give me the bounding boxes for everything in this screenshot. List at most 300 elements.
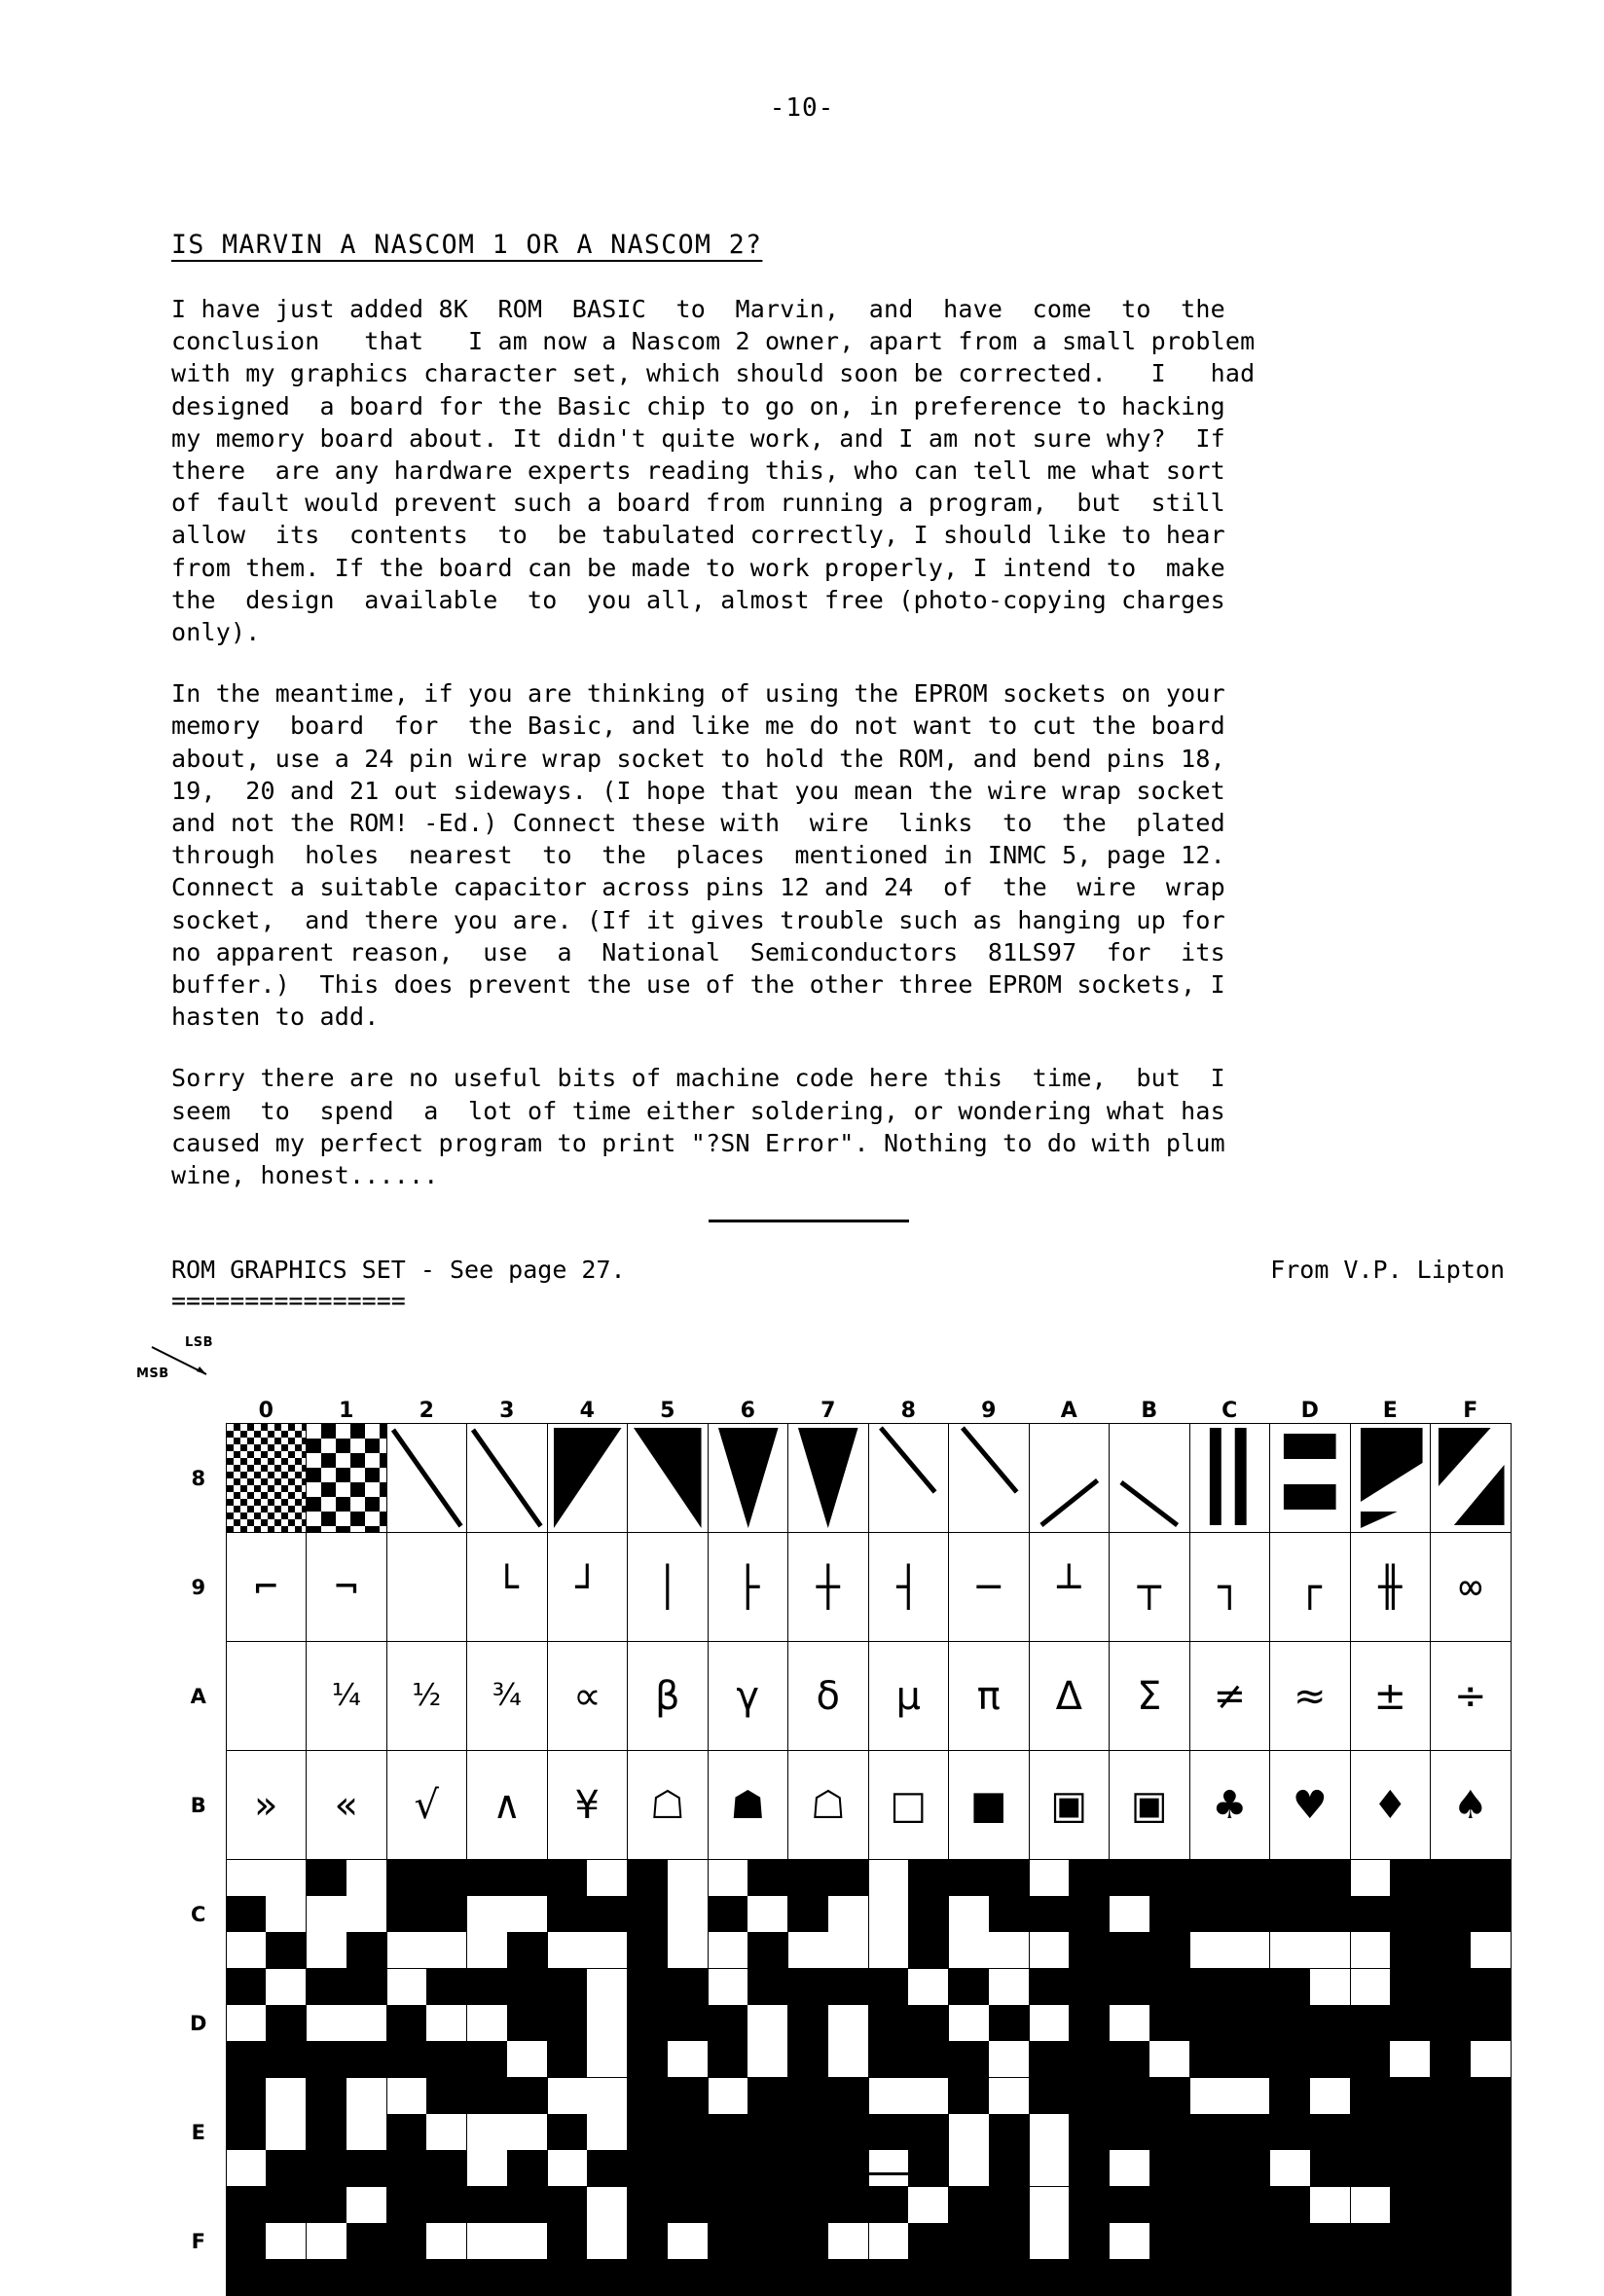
block-graphic [869, 1969, 949, 2077]
text-line: Connect a suitable capacitor across pins 12 and 24 of the wire wrap [171, 873, 1225, 902]
block-pixel [869, 1969, 909, 2005]
block-pixel [1310, 1969, 1350, 2005]
glyph-91: ¬ [334, 1564, 358, 1610]
block-pixel [1471, 2187, 1511, 2223]
block-pixel [1471, 2005, 1511, 2041]
block-pixel [467, 1969, 507, 2005]
block-pixel [908, 2150, 948, 2186]
char-cell-DD [1270, 1969, 1351, 2078]
block-pixel [709, 1860, 748, 1896]
block-pixel [467, 2187, 507, 2223]
dither-pattern [227, 1424, 307, 1532]
block-pixel [307, 2259, 346, 2295]
block-pixel [1431, 2187, 1471, 2223]
block-pixel [1110, 2114, 1149, 2150]
glyph-BB: ▣ [1130, 1782, 1168, 1828]
block-graphic [628, 1860, 708, 1968]
block-graphic [1270, 1860, 1350, 1968]
char-cell-FD [1270, 2187, 1351, 2296]
block-pixel [1069, 1860, 1109, 1896]
block-pixel [788, 1932, 828, 1968]
char-cell-EE [1350, 2078, 1431, 2187]
char-cell-91 [307, 1533, 387, 1642]
block-pixel [1149, 1932, 1189, 1968]
char-cell-D9 [949, 1969, 1030, 2078]
block-pixel [1390, 2187, 1430, 2223]
char-cell-E1 [307, 2078, 387, 2187]
block-pixel [467, 1860, 507, 1896]
char-cell-EF [1431, 2078, 1512, 2187]
block-pixel [668, 1860, 708, 1896]
block-pixel [1310, 2187, 1350, 2223]
block-pixel [1190, 2223, 1230, 2259]
block-graphic [709, 1860, 788, 1968]
block-pixel [387, 2041, 427, 2077]
block-pixel [628, 2187, 668, 2223]
block-pixel [869, 1896, 909, 1932]
block-pixel [1351, 2187, 1391, 2223]
block-pixel [227, 2114, 267, 2150]
char-cell-BA [1029, 1751, 1110, 1860]
char-cell-DE [1350, 1969, 1431, 2078]
column-header-B: B [1141, 1399, 1158, 1423]
block-pixel [387, 2150, 427, 2186]
glyph-AA: Δ [1055, 1673, 1082, 1719]
block-pixel [346, 2223, 386, 2259]
block-graphic [307, 2187, 386, 2295]
block-pixel [1310, 1896, 1350, 1932]
block-pixel [1110, 1896, 1149, 1932]
block-pixel [467, 2005, 507, 2041]
char-cell-E6 [708, 2078, 788, 2187]
character-row-B [171, 1751, 1511, 1860]
block-pixel [628, 2078, 668, 2114]
glyph-BE: ♦ [1372, 1782, 1408, 1828]
block-pixel [1310, 2150, 1350, 2186]
block-pixel [989, 2041, 1029, 2077]
glyph-B1: « [334, 1782, 358, 1828]
block-pixel [1270, 1896, 1310, 1932]
char-cell-FA [1029, 2187, 1110, 2296]
text-line: socket, and there you are. (If it gives trouble such as hanging up for [171, 905, 1225, 934]
block-pixel [387, 2114, 427, 2150]
block-pixel [1030, 2041, 1070, 2077]
block-pixel [1471, 2114, 1511, 2150]
block-pixel [227, 1896, 267, 1932]
block-pixel [548, 2114, 588, 2150]
char-cell-F4 [547, 2187, 628, 2296]
char-cell-9E [1350, 1533, 1431, 1642]
block-pixel [227, 1932, 267, 1968]
block-pixel [869, 1932, 909, 1968]
block-pixel [1310, 2078, 1350, 2114]
glyph-90: ⌐ [254, 1564, 278, 1610]
block-pixel [387, 2005, 427, 2041]
glyph-9F: ∞ [1458, 1564, 1482, 1610]
block-pixel [908, 2078, 948, 2114]
corner-spacer [171, 1386, 226, 1424]
block-pixel [426, 1932, 466, 1968]
block-pixel [266, 2078, 306, 2114]
block-pixel [387, 2223, 427, 2259]
char-cell-A2 [386, 1642, 467, 1751]
block-pixel [1390, 2005, 1430, 2041]
block-pixel [709, 2041, 748, 2077]
block-pixel [908, 1860, 948, 1896]
block-pixel [828, 2041, 868, 2077]
block-pixel [1390, 2223, 1430, 2259]
block-pixel [668, 2223, 708, 2259]
block-pixel [1270, 2259, 1310, 2295]
glyph-B8: □ [890, 1782, 928, 1828]
block-pixel [1270, 2005, 1310, 2041]
char-cell-C6 [708, 1860, 788, 1969]
block-pixel [346, 1969, 386, 2005]
block-pixel [307, 2041, 346, 2077]
block-pixel [1190, 1969, 1230, 2005]
glyph-98: ┤ [896, 1564, 921, 1610]
column-header-6: 6 [740, 1399, 755, 1423]
block-graphic [1110, 1969, 1189, 2077]
axis-diagonal-arrow [150, 1345, 210, 1378]
block-pixel [869, 2114, 909, 2150]
block-pixel [628, 2005, 668, 2041]
block-pixel [828, 2223, 868, 2259]
text-line: about, use a 24 pin wire wrap socket to hold the ROM, and bend pins 18, [171, 744, 1225, 773]
glyph-99: ─ [976, 1564, 1001, 1610]
block-pixel [227, 2150, 267, 2186]
glyph-A4: ∝ [572, 1673, 602, 1719]
block-pixel [1110, 1860, 1149, 1896]
block-graphic [1190, 2078, 1270, 2186]
block-pixel [307, 1969, 346, 2005]
block-pixel [387, 2187, 427, 2223]
block-pixel [989, 2223, 1029, 2259]
block-pixel [709, 2223, 748, 2259]
block-pixel [709, 2187, 748, 2223]
block-pixel [467, 1896, 507, 1932]
block-pixel [1110, 2259, 1149, 2295]
block-pixel [266, 1860, 306, 1896]
block-pixel [587, 1969, 627, 2005]
block-pixel [869, 2223, 909, 2259]
block-pixel [346, 1860, 386, 1896]
block-pixel [1110, 2223, 1149, 2259]
block-pixel [1229, 2041, 1269, 2077]
block-pixel [668, 1969, 708, 2005]
block-pixel [507, 2259, 547, 2295]
block-pixel [1030, 1896, 1070, 1932]
block-pixel [307, 2150, 346, 2186]
block-pixel [989, 1932, 1029, 1968]
block-pixel [467, 1932, 507, 1968]
block-pixel [828, 2005, 868, 2041]
char-cell-E9 [949, 2078, 1030, 2187]
block-pixel [1471, 1969, 1511, 2005]
text-line: caused my perfect program to print "?SN Error". Nothing to do with plum [171, 1128, 1225, 1157]
char-cell-B7 [788, 1751, 869, 1860]
block-pixel [949, 1860, 989, 1896]
block-pixel [1390, 2114, 1430, 2150]
msb-label: MSB [136, 1367, 169, 1381]
char-cell-C0 [226, 1860, 307, 1969]
block-pixel [709, 2078, 748, 2114]
block-pixel [307, 2078, 346, 2114]
lsb-label: LSB [185, 1335, 214, 1350]
column-header-A: A [1060, 1399, 1077, 1423]
block-pixel [1351, 2005, 1391, 2041]
block-pixel [1390, 1860, 1430, 1896]
block-pixel [507, 2150, 547, 2186]
block-pixel [426, 1969, 466, 2005]
glyph-B6: ☗ [730, 1782, 766, 1828]
text-line: memory board for the Basic, and like me do not want to cut the board [171, 711, 1225, 741]
block-pixel [1030, 2078, 1070, 2114]
char-cell-E5 [628, 2078, 709, 2187]
char-cell-D8 [868, 1969, 949, 2078]
glyph-96: ├ [736, 1564, 760, 1610]
block-pixel [828, 1896, 868, 1932]
block-pixel [266, 2187, 306, 2223]
glyph-B0: » [254, 1782, 278, 1828]
block-pixel [548, 2078, 588, 2114]
block-graphic [788, 2187, 868, 2295]
row-header-C: C [191, 1902, 206, 1926]
text-line: seem to spend a lot of time either soldering, or wondering what has [171, 1096, 1225, 1125]
block-pixel [387, 1896, 427, 1932]
row-header-A: A [190, 1684, 206, 1708]
glyph-AF: ÷ [1453, 1673, 1487, 1719]
block-pixel [1471, 1932, 1511, 1968]
text-line: Sorry there are no useful bits of machine code here this time, but I [171, 1064, 1225, 1093]
char-cell-85 [628, 1424, 709, 1533]
block-pixel [266, 2223, 306, 2259]
char-cell-AF [1431, 1642, 1512, 1751]
char-cell-97 [788, 1533, 869, 1642]
char-cell-B2 [386, 1751, 467, 1860]
block-pixel [668, 2259, 708, 2295]
glyph-AC: ≠ [1213, 1673, 1246, 1719]
char-cell-B6 [708, 1751, 788, 1860]
block-pixel [1190, 1860, 1230, 1896]
char-cell-98 [868, 1533, 949, 1642]
glyph-B7: ☖ [810, 1782, 846, 1828]
glyph-BF: ♠ [1452, 1782, 1488, 1828]
block-pixel [1471, 2150, 1511, 2186]
glyph-A3: ¾ [492, 1678, 522, 1713]
block-pixel [668, 2150, 708, 2186]
block-pixel [548, 2259, 588, 2295]
char-cell-D2 [386, 1969, 467, 2078]
block-pixel [869, 2259, 909, 2295]
block-graphic [1270, 2078, 1350, 2186]
character-row-F [171, 2187, 1511, 2296]
block-pixel [387, 1860, 427, 1896]
block-pixel [747, 1896, 787, 1932]
character-row-E [171, 2078, 1511, 2187]
section-divider-bottom [709, 2172, 909, 2175]
block-pixel [788, 1860, 828, 1896]
block-graphic [869, 2187, 949, 2295]
block-pixel [1471, 1896, 1511, 1932]
block-pixel [747, 2150, 787, 2186]
block-pixel [668, 2114, 708, 2150]
block-pixel [747, 1860, 787, 1896]
block-pixel [307, 1932, 346, 1968]
block-pixel [1110, 2005, 1149, 2041]
text-line: only). [171, 618, 261, 647]
block-pixel [266, 1969, 306, 2005]
char-cell-B0 [226, 1751, 307, 1860]
block-pixel [908, 2041, 948, 2077]
text-line: with my graphics character set, which should soon be corrected. I had [171, 359, 1256, 388]
block-pixel [227, 1860, 267, 1896]
char-cell-D7 [788, 1969, 869, 2078]
block-graphic [227, 2187, 307, 2295]
char-cell-CD [1270, 1860, 1351, 1969]
block-graphic [548, 1969, 628, 2077]
block-pixel [507, 1860, 547, 1896]
column-header-3: 3 [499, 1399, 515, 1423]
block-pixel [1069, 2078, 1109, 2114]
block-pixel [467, 2114, 507, 2150]
block-pixel [908, 2114, 948, 2150]
block-graphic [1030, 1969, 1110, 2077]
block-pixel [1030, 2150, 1070, 2186]
glyph-95: │ [655, 1564, 679, 1610]
block-pixel [1229, 2259, 1269, 2295]
block-pixel [869, 2078, 909, 2114]
row-header-B: B [190, 1793, 206, 1817]
block-pixel [1190, 1932, 1230, 1968]
block-pixel [709, 2114, 748, 2150]
block-pixel [1149, 1860, 1189, 1896]
char-cell-DF [1431, 1969, 1512, 2078]
char-cell-9F [1431, 1533, 1512, 1642]
char-cell-C9 [949, 1860, 1030, 1969]
block-pixel [548, 2187, 588, 2223]
character-row-9 [171, 1533, 1511, 1642]
char-cell-F3 [467, 2187, 548, 2296]
block-pixel [426, 2005, 466, 2041]
block-pixel [628, 1896, 668, 1932]
char-cell-F6 [708, 2187, 788, 2296]
block-pixel [307, 1860, 346, 1896]
block-pixel [507, 2223, 547, 2259]
char-cell-A3 [467, 1642, 548, 1751]
glyph-B9: ■ [969, 1782, 1007, 1828]
glyph-97: ┼ [816, 1564, 840, 1610]
column-header-2: 2 [419, 1399, 434, 1423]
block-pixel [1351, 2114, 1391, 2150]
block-graphic [1431, 1860, 1511, 1968]
block-pixel [628, 1969, 668, 2005]
block-pixel [628, 2041, 668, 2077]
block-pixel [1431, 1969, 1471, 2005]
glyph-A9: π [976, 1673, 1001, 1719]
block-pixel [628, 1932, 668, 1968]
char-cell-E8 [868, 2078, 949, 2187]
char-cell-86 [708, 1424, 788, 1533]
table-axis-corner [136, 1335, 1456, 1386]
block-pixel [1190, 2187, 1230, 2223]
block-pixel [1149, 2223, 1189, 2259]
block-pixel [346, 2259, 386, 2295]
text-line: conclusion that I am now a Nascom 2 owner, apart from a small problem [171, 327, 1256, 356]
char-cell-A6 [708, 1642, 788, 1751]
block-pixel [1110, 2078, 1149, 2114]
block-pixel [828, 2259, 868, 2295]
block-pixel [587, 1860, 627, 1896]
block-pixel [1149, 2005, 1189, 2041]
char-cell-BE [1350, 1751, 1431, 1860]
glyph-9D: ┌ [1297, 1564, 1322, 1610]
block-pixel [387, 1969, 427, 2005]
block-graphic [788, 2078, 868, 2186]
block-graphic [1351, 1969, 1431, 2077]
text-line: there are any hardware experts reading this, who can tell me what sort [171, 456, 1225, 486]
block-pixel [1149, 2041, 1189, 2077]
char-cell-8F [1431, 1424, 1512, 1533]
block-pixel [1030, 2223, 1070, 2259]
block-pixel [1069, 1932, 1109, 1968]
column-header-5: 5 [660, 1399, 675, 1423]
character-grid-head [171, 1386, 1511, 1424]
block-pixel [1471, 2259, 1511, 2295]
text-line: through holes nearest to the places mentioned in INMC 5, page 12. [171, 841, 1225, 870]
char-cell-99 [949, 1533, 1030, 1642]
block-pixel [788, 2005, 828, 2041]
char-cell-B3 [467, 1751, 548, 1860]
block-pixel [1149, 2114, 1189, 2150]
block-pixel [1110, 1969, 1149, 2005]
block-pixel [346, 2114, 386, 2150]
block-pixel [426, 2223, 466, 2259]
graphic-glyph [1431, 1424, 1511, 1532]
block-pixel [1471, 2041, 1511, 2077]
block-pixel [828, 1860, 868, 1896]
char-cell-DC [1189, 1969, 1270, 2078]
block-graphic [1190, 2187, 1270, 2295]
block-pixel [1030, 2259, 1070, 2295]
char-cell-E7 [788, 2078, 869, 2187]
graphic-glyph [1190, 1424, 1270, 1532]
block-pixel [548, 1932, 588, 1968]
character-row-A [171, 1642, 1511, 1751]
text-line: In the meantime, if you are thinking of using the EPROM sockets on your [171, 679, 1225, 709]
block-graphic [628, 2187, 708, 2295]
char-cell-93 [467, 1533, 548, 1642]
row-header-8: 8 [191, 1466, 206, 1490]
char-cell-E3 [467, 2078, 548, 2187]
block-pixel [548, 1969, 588, 2005]
block-graphic [1190, 1860, 1270, 1968]
block-pixel [788, 2078, 828, 2114]
block-pixel [467, 2041, 507, 2077]
char-cell-C5 [628, 1860, 709, 1969]
char-cell-87 [788, 1424, 869, 1533]
rom-section-byline: From V.P. Lipton [1270, 1256, 1505, 1284]
graphic-glyph [467, 1424, 547, 1532]
char-cell-C7 [788, 1860, 869, 1969]
block-pixel [227, 2005, 267, 2041]
glyph-B4: ¥ [574, 1782, 600, 1828]
block-pixel [587, 2187, 627, 2223]
block-graphic [467, 2187, 547, 2295]
glyph-94: ┘ [575, 1564, 600, 1610]
char-cell-EA [1029, 2078, 1110, 2187]
block-graphic [1110, 2078, 1189, 2186]
